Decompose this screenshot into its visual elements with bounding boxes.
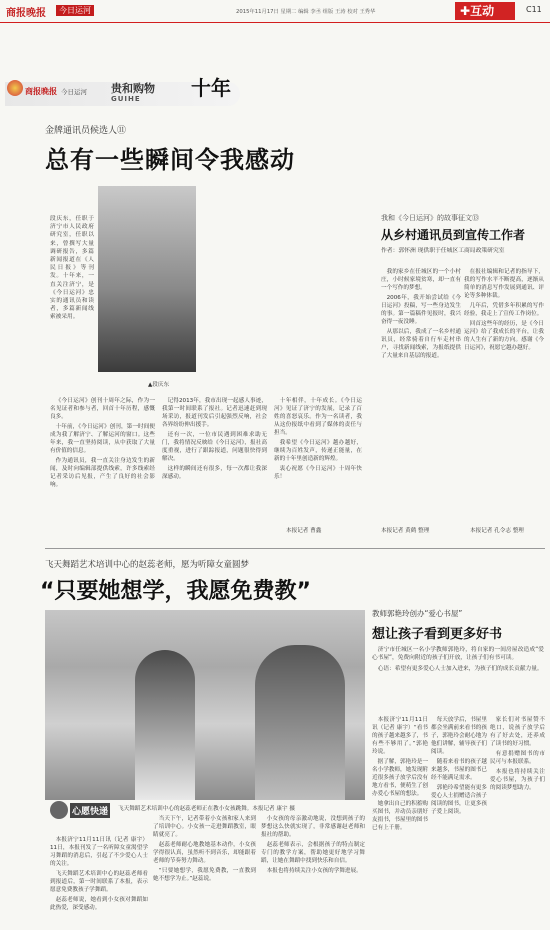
photo-teacher bbox=[255, 645, 345, 800]
banner-sub-logo: 今日运河 bbox=[61, 88, 87, 96]
wish-express-text: 心愿快递 bbox=[70, 803, 110, 818]
paragraph: 2006年，我开始尝试给《今日运河》投稿，写一些身边发生的事。第一篇稿件见报时，我兴奋得一夜没睡。 bbox=[381, 295, 461, 325]
article4-kicker: 教师郭艳玲创办“爱心书屋” bbox=[372, 609, 463, 618]
article2-col2 bbox=[464, 268, 544, 523]
article2-signature-2: 本报记者 孔令志 整理 bbox=[470, 528, 524, 534]
article2-kicker: 我和《今日运河》的故事征文⑬ bbox=[381, 214, 479, 222]
paragraph: 济宁市任城区一名小学教师郭艳玲，将自家的一间房屋改造成“爱心书屋”，免费向附近的孩子们开放，让孩子们有书可读。 bbox=[372, 647, 544, 662]
paragraph: 我希望《今日运河》越办越好，继续为百姓发声，传递正能量，在新的十年里创造新的辉煌。 bbox=[274, 440, 362, 462]
article1-intro: 段庆东，任职于济宁市人民政府研究室，任职以来，曾撰写大量调研报告，多篇新闻报道在《人民日报》等刊发。十年来，一直关注济宁，是《今日运河》忠实的通讯员和读者，多篇新闻线索被采用。 bbox=[50, 216, 94, 321]
paragraph: 还有一次，一位市民遇到困难求助无门，我将情况反映给《今日运河》，报社高度重视，进行了跟踪报道，问题很快得到解决。 bbox=[162, 432, 267, 462]
article4-headline: 想让孩子看到更多好书 bbox=[372, 627, 503, 642]
cross-icon: ✚ bbox=[460, 4, 471, 18]
article3-headline: “只要她想学，我愿免费教” bbox=[40, 579, 311, 604]
dance-photo bbox=[45, 610, 365, 800]
article1-col3 bbox=[274, 397, 362, 522]
article1-headline: 总有一些瞬间令我感动 bbox=[45, 146, 295, 174]
paragraph: 心语：希望有更多爱心人士加入进来，为孩子们的成长贡献力量。 bbox=[377, 665, 543, 672]
paragraph: 几年后，凭借多年积累的写作经验，我走上了宣传工作岗位。 bbox=[464, 303, 544, 317]
paragraph: 本报济宁11月11日讯（记者 康宇）“看书的孩子越来越多了，书有些不够用了。”郭艳玲说。 bbox=[372, 717, 428, 755]
article1-signature: 本报记者 曹鑫 bbox=[286, 528, 322, 534]
portrait-caption: ▲段庆东 bbox=[148, 382, 170, 388]
paragraph: 据了解，郭艳玲是一名小学教师，她发现附近很多孩子放学后没有地方看书，便萌生了创办爱心书屋的想法。 bbox=[372, 759, 428, 797]
paragraph: 我的家乡在任城区的一个小村庄，小时候家境贫寒，却一直有一个写作的梦想。 bbox=[381, 269, 461, 291]
paragraph: 在报社编辑和记者的指导下，我的写作水平不断提高，逐渐从简单的消息写作发展到通讯、评论等多种体裁。 bbox=[464, 269, 544, 299]
article3-col3 bbox=[261, 815, 365, 928]
paragraph: 小女孩的母亲激动地说，没想到孩子的梦想这么快就实现了，非常感谢赵老师和报社的帮助。 bbox=[261, 816, 365, 838]
section-divider bbox=[45, 548, 545, 549]
paragraph: 从那以后，我成了一名乡村通讯员，经常骑着自行车走村串户，寻找新闻线索，为报纸提供了大量来自基层的报道。 bbox=[381, 329, 461, 359]
masthead bbox=[0, 0, 550, 23]
paragraph: 家长们对书屋赞不绝口，说孩子放学后有了好去处，还养成了读书的好习惯。 bbox=[490, 717, 545, 747]
article2-headline: 从乡村通讯员到宣传工作者 bbox=[381, 228, 526, 242]
paragraph: 当天下午，记者带着小女孩和家人来到了培训中心。小女孩一走进舞蹈教室，眼睛就亮了。 bbox=[153, 816, 256, 838]
paragraph: 十年相伴，十年成长。《今日运河》见证了济宁的发展，记录了百姓的喜怒哀乐。作为一名读者，我从这份报纸中看到了媒体的责任与担当。 bbox=[274, 398, 362, 436]
section-tag bbox=[455, 2, 515, 20]
paragraph: 这样的瞬间还有很多，每一次都让我深深感动。 bbox=[162, 466, 267, 480]
paragraph: 每天放学后，书屋里都会坐满前来看书的孩子，郭艳玲会耐心地为他们讲解，辅导孩子们阅读。 bbox=[431, 717, 487, 755]
section-short: 今日运河 bbox=[56, 5, 94, 16]
article1-kicker: 金牌通讯员候选人⑪ bbox=[45, 126, 127, 136]
paragraph: 衷心祝愿《今日运河》十周年快乐！ bbox=[274, 466, 362, 480]
paragraph: 《今日运河》创刊十周年之际，作为一名见证者和参与者，回首十年历程，感慨良多。 bbox=[50, 398, 155, 420]
photo-child bbox=[135, 650, 195, 800]
flower-icon bbox=[7, 80, 23, 96]
paragraph: 本报济宁11月11日讯（记者 康宇）11日，本报刊发了一名听障女童渴望学习舞蹈的消息后，引起了不少爱心人士的关注。 bbox=[50, 837, 148, 867]
portrait-photo bbox=[98, 186, 196, 372]
article4-col2 bbox=[431, 716, 487, 928]
date-line: 2015年11月17日 星期二 编辑 李丞 组版 王涛 校对 王秀华 bbox=[236, 9, 376, 15]
paragraph: 本报也将持续关注爱心书屋，为孩子们的阅读梦想助力。 bbox=[490, 769, 545, 791]
paragraph: 十年前，《今日运河》创刊，第一时间便成为我了解济宁、了解运河的窗口。这些年来，我一直坚持阅读，从中获取了大量有价值的信息。 bbox=[50, 424, 155, 454]
article2-col1 bbox=[381, 268, 461, 523]
article4-col1 bbox=[372, 716, 428, 928]
wish-express-logo bbox=[50, 800, 128, 822]
paragraph: 本报也将持续关注小女孩的学舞进展。 bbox=[266, 868, 362, 874]
paragraph: 随着来看书的孩子越来越多，书屋的图书已经不能满足需求。 bbox=[431, 759, 487, 781]
paragraph: 郭艳玲希望能有更多爱心人士捐赠适合孩子阅读的图书，让更多孩子爱上阅读。 bbox=[431, 785, 487, 815]
article3-kicker: 飞天舞蹈艺术培训中心的赵蕊老师，愿为听障女童圆梦 bbox=[45, 560, 250, 570]
banner-ten-years: 十年 bbox=[191, 76, 231, 100]
paper-logo: 商报晚报 bbox=[6, 8, 46, 19]
paragraph: 作为通讯员，我一直关注身边发生的新闻，及时向编辑部提供线索，许多线索经记者采访后见报，产生了良好的社会影响。 bbox=[50, 458, 155, 488]
article1-col2 bbox=[162, 397, 267, 537]
paragraph: 她拿出自己的积蓄购买图书，并动员亲朋好友捐书，书屋里的图书已有上千册。 bbox=[372, 801, 428, 831]
article3-col1 bbox=[50, 836, 148, 928]
page-number: C11 bbox=[526, 5, 542, 14]
paragraph: 赵蕊老师耐心地教她基本动作，小女孩学得很认真，虽然听不到音乐，却能跟着老师的节奏努力舞动。 bbox=[153, 842, 256, 864]
paragraph: 赵蕊老师表示，会根据孩子的特点制定专门的教学方案，帮助她更好地学习舞蹈，让她在舞蹈中找到快乐和自信。 bbox=[261, 842, 365, 864]
guihe-cn: 贵和购物 bbox=[111, 82, 155, 95]
article4-col3 bbox=[490, 716, 545, 928]
article2-byline: 作者：郭怀洲 现供职于任城区工商局政策研究室 bbox=[381, 248, 505, 254]
wish-express-circle bbox=[50, 801, 68, 819]
paragraph: 有意捐赠图书的市民可与本报联系。 bbox=[490, 751, 545, 765]
paragraph: 回首这些年的经历，是《今日运河》给了我成长的平台，让我的人生有了新的方向。感谢《今日运河》，祝愿它越办越好。 bbox=[464, 321, 544, 351]
paragraph: 记得2013年，我市出现一起感人事迹，我第一时间联系了报社。记者迅速赶到现场采访，报道刊发后引起强烈反响，社会各界纷纷伸出援手。 bbox=[162, 398, 267, 428]
banner-logo: 商报晚报 bbox=[25, 86, 57, 96]
paragraph: 赵蕊老师说，她看到小女孩对舞蹈如此热爱，深受感动。 bbox=[50, 897, 148, 911]
anniversary-banner bbox=[5, 72, 245, 112]
article1-col1 bbox=[50, 397, 155, 537]
paragraph: 飞天舞蹈艺术培训中心的赵蕊老师看到报道后，第一时间联系了本报，表示愿意免费教孩子学舞蹈。 bbox=[50, 871, 148, 893]
paragraph: “只要她想学，我愿免费教，一直教到她不想学为止。”赵蕊说。 bbox=[153, 868, 256, 882]
section-name: 互动 bbox=[470, 4, 495, 18]
guihe-en: GUIHE bbox=[111, 95, 141, 103]
dance-photo-caption: 飞天舞蹈艺术培训中心的赵蕊老师正在教小女孩跳舞。本报记者 康宇 摄 bbox=[118, 806, 295, 812]
article4-lead bbox=[372, 646, 544, 710]
article2-signature-1: 本报记者 黄鹤 整理 bbox=[381, 528, 430, 534]
article3-col2 bbox=[153, 815, 256, 928]
